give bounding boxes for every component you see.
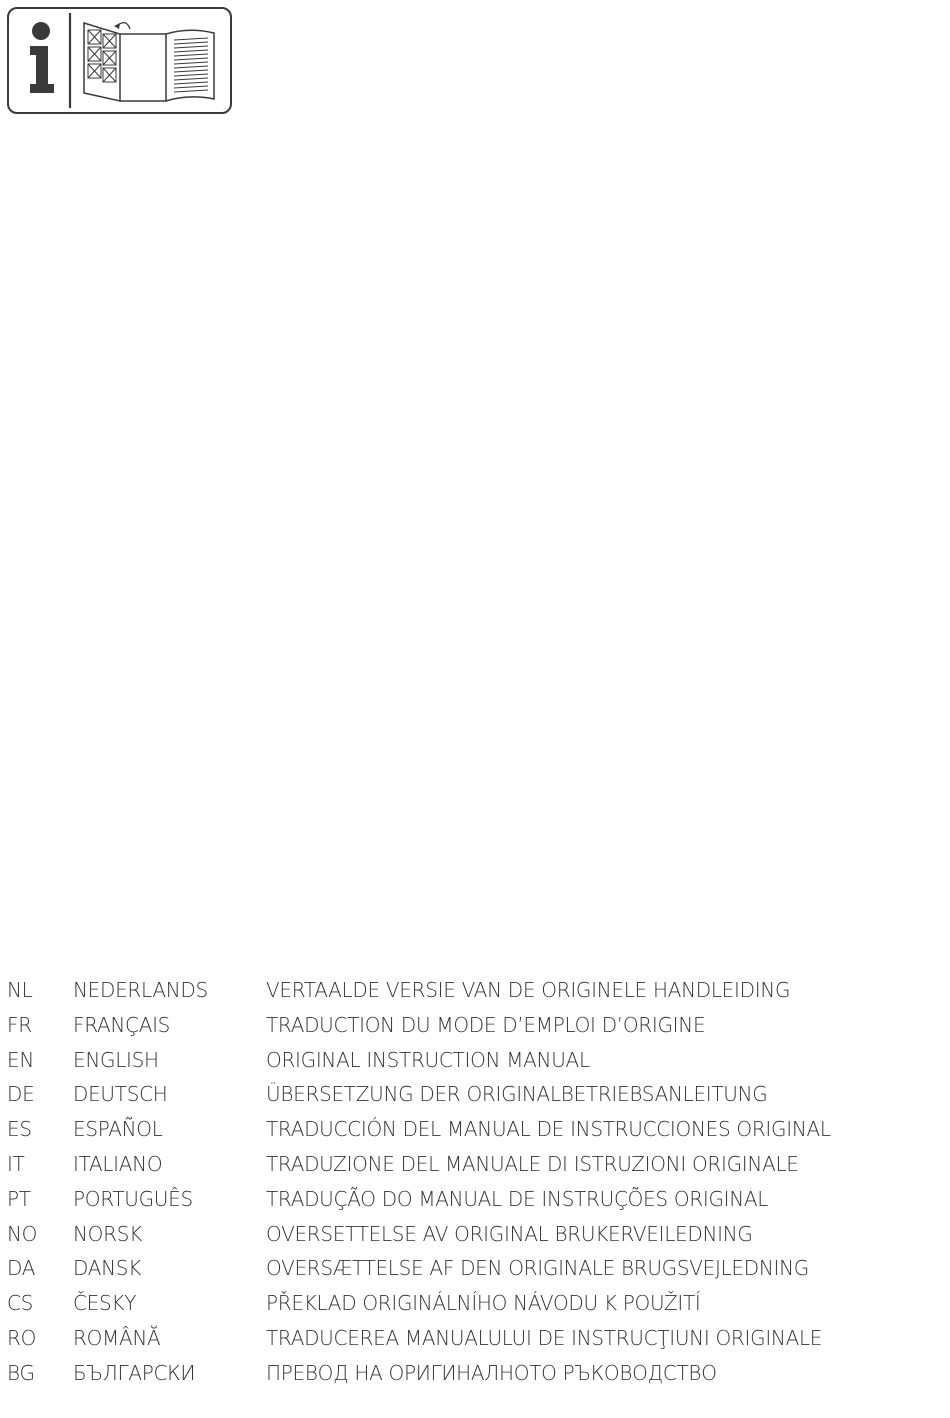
manual-title: TRADUCCIÓN DEL MANUAL DE INSTRUCCIONES ORIGINAL xyxy=(266,1117,831,1142)
language-code: NO xyxy=(7,1221,38,1246)
language-row-fr xyxy=(0,1009,950,1044)
language-row-es xyxy=(0,1113,950,1148)
manual-title: ÜBERSETZUNG DER ORIGINALBETRIEBSANLEITUNG xyxy=(266,1082,768,1107)
language-list xyxy=(0,974,950,1392)
language-row-bg xyxy=(0,1357,950,1392)
language-row-ro xyxy=(0,1322,950,1357)
language-code: DA xyxy=(7,1256,36,1281)
language-code: BG xyxy=(7,1360,35,1385)
info-letter-icon xyxy=(30,22,54,93)
language-row-no xyxy=(0,1218,950,1253)
language-name: ČESKY xyxy=(73,1291,137,1316)
manual-title: TRADUCTION DU MODE D’EMPLOI D’ORIGINE xyxy=(266,1012,706,1037)
language-code: IT xyxy=(7,1151,25,1176)
language-row-it xyxy=(0,1148,950,1183)
language-code: CS xyxy=(7,1291,34,1316)
manual-title: PŘEKLAD ORIGINÁLNÍHO NÁVODU K POUŽITÍ xyxy=(266,1291,701,1316)
language-row-pt xyxy=(0,1183,950,1218)
language-row-da xyxy=(0,1252,950,1287)
language-name: NEDERLANDS xyxy=(73,978,208,1002)
language-name: DANSK xyxy=(73,1256,142,1281)
open-manual-icon xyxy=(84,23,214,101)
language-name: ITALIANO xyxy=(73,1151,163,1176)
language-row-en xyxy=(0,1044,950,1079)
manual-title: OVERSÆTTELSE AF DEN ORIGINALE BRUGSVEJLEDNING xyxy=(266,1256,809,1281)
language-code: RO xyxy=(7,1325,37,1350)
manual-title: ПРЕВОД НА ОРИГИНАЛНОТО РЪКОВОДСТВО xyxy=(266,1360,717,1385)
manual-title: TRADUZIONE DEL MANUALE DI ISTRUZIONI ORIGINALE xyxy=(266,1151,799,1176)
language-name: ESPAÑOL xyxy=(73,1117,163,1142)
language-name: NORSK xyxy=(73,1221,142,1246)
language-name: PORTUGUÊS xyxy=(73,1186,193,1211)
language-name: БЪЛГАРСКИ xyxy=(73,1360,196,1385)
language-code: PT xyxy=(7,1186,31,1211)
manual-title: OVERSETTELSE AV ORIGINAL BRUKERVEILEDNING xyxy=(266,1221,753,1246)
language-name: ROMÂNĂ xyxy=(73,1325,161,1350)
manual-title: VERTAALDE VERSIE VAN DE ORIGINELE HANDLEIDING xyxy=(266,978,791,1002)
read-manual-pictogram xyxy=(7,7,232,114)
language-name: DEUTSCH xyxy=(73,1082,168,1107)
language-code: DE xyxy=(7,1082,35,1107)
language-code: NL xyxy=(7,978,33,1002)
manual-title: TRADUÇÃO DO MANUAL DE INSTRUÇÕES ORIGINAL xyxy=(266,1186,769,1211)
manual-title: TRADUCEREA MANUALULUI DE INSTRUCŢIUNI ORIGINALE xyxy=(266,1325,823,1350)
language-row-nl xyxy=(0,974,950,1009)
language-row-de xyxy=(0,1078,950,1113)
language-code: FR xyxy=(7,1012,32,1037)
language-name: ENGLISH xyxy=(73,1047,159,1072)
language-name: FRANÇAIS xyxy=(73,1012,171,1037)
language-row-cs xyxy=(0,1287,950,1322)
info-read-manual-icon xyxy=(9,9,230,112)
language-code: EN xyxy=(7,1047,34,1072)
language-code: ES xyxy=(7,1117,32,1142)
manual-title: ORIGINAL INSTRUCTION MANUAL xyxy=(266,1047,590,1072)
